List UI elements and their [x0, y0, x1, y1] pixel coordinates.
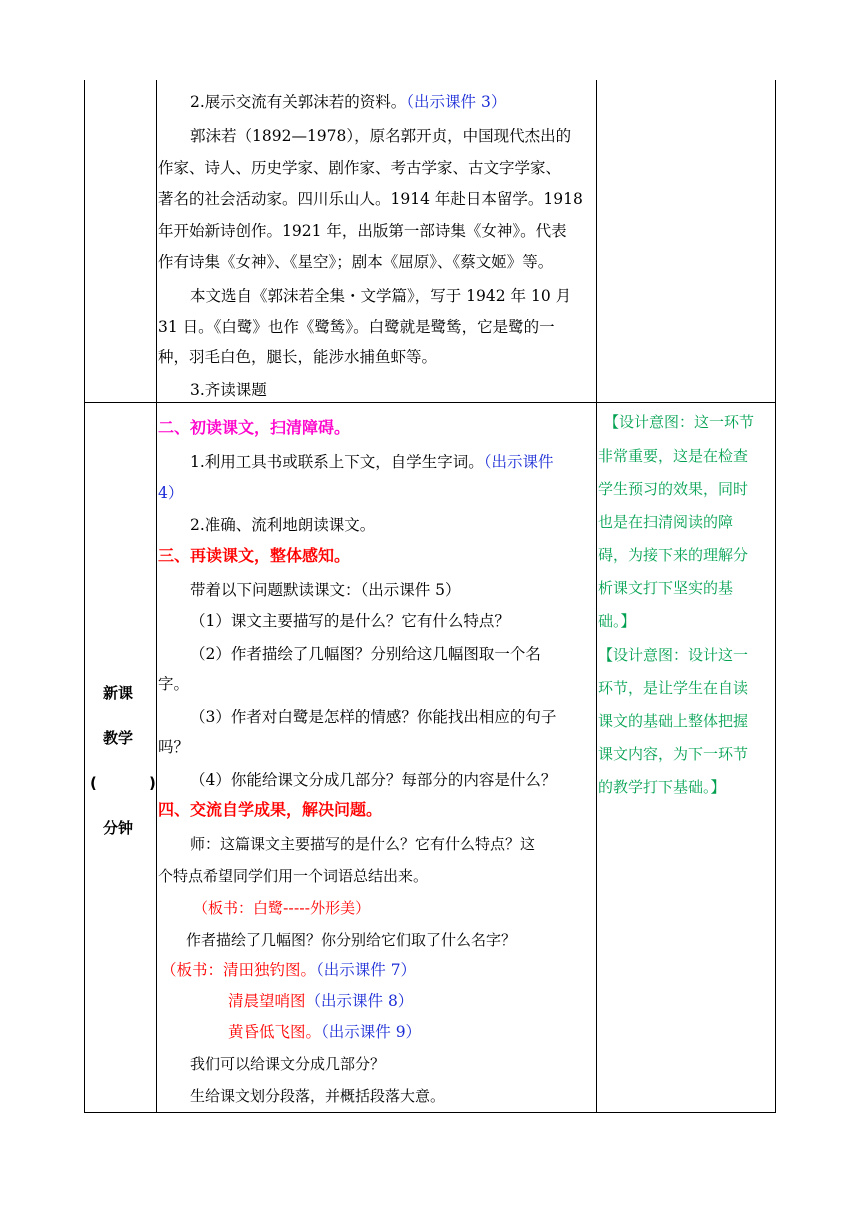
source-line: 种，羽毛白色，腿长，能涉水捕鱼虾等。 [158, 348, 438, 366]
table-border-col2 [596, 80, 597, 1113]
question-3: （3）作者对白鹭是怎样的情感？你能找出相应的句子 [190, 708, 557, 726]
question-3-cont: 吗？ [158, 738, 190, 756]
table-border-bottom [84, 1112, 776, 1113]
courseware-ref: （出示课件 7） [316, 961, 417, 979]
design-note-1-line: 也是在扫清阅读的障 [598, 513, 734, 531]
bio-line: 作有诗集《女神》、《星空》；剧本《屈原》、《蔡文姬》等。 [158, 253, 554, 271]
student-activity: 生给课文划分段落，并概括段落大意。 [190, 1087, 446, 1105]
section-3-title: 三、再读课文，整体感知。 [158, 546, 351, 565]
design-note-1-line: 础。】 [598, 612, 636, 630]
question-2-cont: 字。 [158, 675, 190, 693]
section-label-line2: 教学 [103, 729, 134, 747]
question-2: （2）作者描绘了几幅图？分别给这几幅图取一个名 [190, 645, 541, 663]
table-border-right [775, 80, 776, 1113]
question-4: （4）你能给课文分成几部分？每部分的内容是什么？ [190, 771, 557, 789]
section-2-item-1: 1.利用工具书或联系上下文，自学生字词。（出示课件 [190, 453, 554, 471]
design-note-1-line: 非常重要，这是在检查 [598, 447, 749, 465]
design-note-2-line: 课文内容，为下一环节 [598, 745, 749, 763]
design-note-1-line: 【设计意图：这一环节 [604, 413, 755, 431]
item-3: 3.齐读课题 [190, 381, 267, 399]
board-note-4: 黄昏低飞图。（出示课件 9） [228, 1023, 422, 1041]
design-note-2-line: 课文的基础上整体把握 [598, 712, 749, 730]
table-border-col1 [156, 80, 157, 1113]
design-note-2-line: 的教学打下基础。】 [598, 778, 726, 796]
design-note-1-line: 析课文打下坚实的基 [598, 579, 734, 597]
courseware-ref: （出示课件 8） [305, 992, 414, 1010]
teacher-question-cont: 个特点希望同学们用一个词语总结出来。 [158, 867, 429, 885]
section-4-title: 四、交流自学成果，解决问题。 [158, 800, 383, 819]
section-3-intro: 带着以下问题默读课文：（出示课件 5） [190, 581, 461, 599]
source-line: 本文选自《郭沫若全集・文学篇》，写于 1942 年 10 月 [190, 287, 572, 305]
source-line: 31 日。《白鹭》也作《鹭鸶》。白鹭就是鹭鸶，它是鹭的一 [158, 318, 555, 336]
section-2-title: 二、初读课文，扫清障碍。 [158, 418, 351, 437]
bio-line: 郭沫若（1892—1978），原名郭开贞，中国现代杰出的 [190, 127, 572, 145]
question-1: （1）课文主要描写的是什么？它有什么特点？ [190, 612, 510, 630]
courseware-ref-cont: 4） [158, 484, 184, 502]
section-2-item-2: 2.准确、流利地朗读课文。 [190, 516, 376, 534]
bio-line: 年开始新诗创作。1921 年，出版第一部诗集《女神》。代表 [158, 222, 567, 240]
bio-line: 作家、诗人、历史学家、剧作家、考古学家、古文字学家、 [158, 159, 562, 177]
courseware-ref: （出示课件 3） [406, 93, 507, 111]
design-note-1-line: 碍，为接下来的理解分 [598, 546, 749, 564]
board-note-3: 清晨望哨图（出示课件 8） [228, 992, 414, 1010]
section-label-line1: 新课 [103, 684, 134, 702]
board-note-2: （板书：清田独钓图。（出示课件 7） [161, 961, 417, 979]
table-border-left [84, 80, 85, 1113]
table-row-divider [84, 402, 776, 403]
board-note-1: （板书：白鹭-----外形美） [193, 899, 371, 917]
parts-question: 我们可以给课文分成几部分？ [190, 1055, 386, 1073]
design-note-2-line: 【设计意图：设计这一 [598, 646, 749, 664]
bio-line: 著名的社会活动家。四川乐山人。1914 年赴日本留学。1918 [158, 190, 583, 208]
item-2: 2.展示交流有关郭沫若的资料。（出示课件 3） [190, 93, 507, 111]
courseware-ref: （出示课件 9） [321, 1023, 422, 1041]
pictures-question: 作者描绘了几幅图？你分别给它们取了什么名字？ [186, 931, 517, 949]
courseware-ref: （出示课件 [483, 453, 554, 471]
section-label-line4: 分钟 [103, 819, 134, 837]
section-label-paren-close: ) [149, 774, 156, 792]
design-note-1-line: 学生预习的效果，同时 [598, 480, 749, 498]
teacher-question: 师：这篇课文主要描写的是什么？它有什么特点？这 [190, 835, 536, 853]
section-label-paren-open: ( [90, 774, 97, 792]
design-note-2-line: 环节，是让学生在自读 [598, 679, 749, 697]
